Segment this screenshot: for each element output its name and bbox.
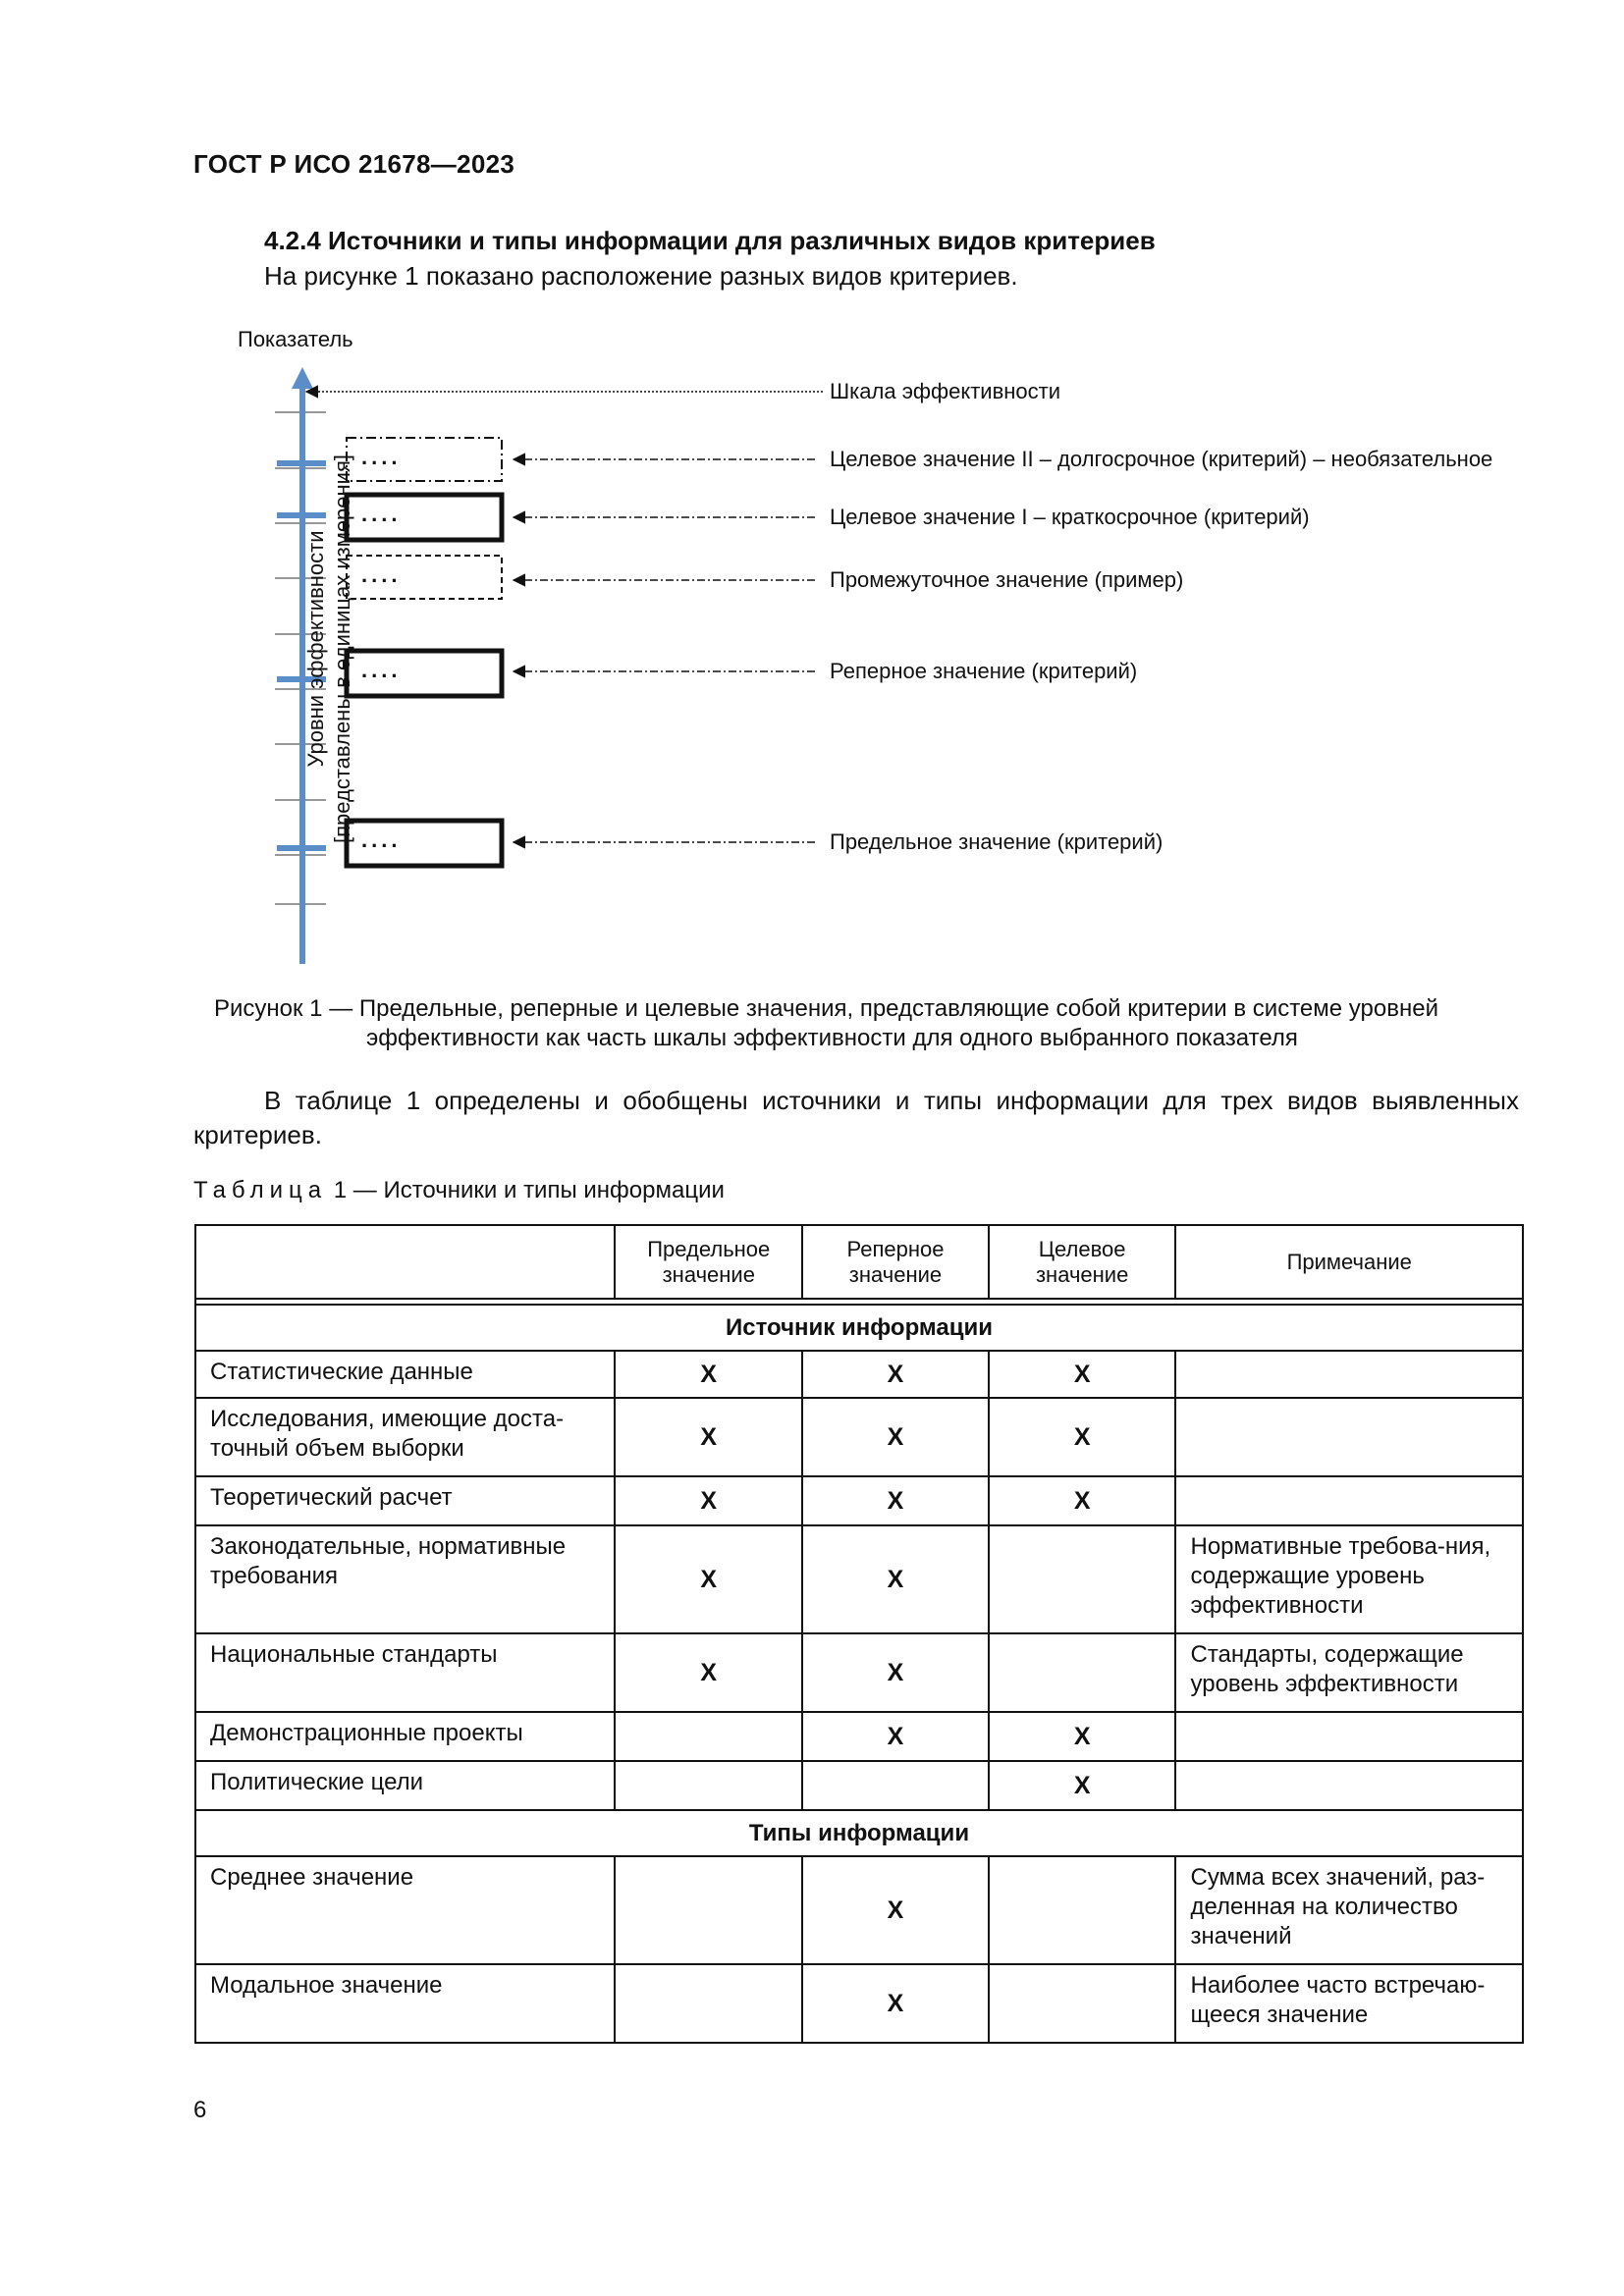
label-benchmark: Реперное значение (критерий): [830, 659, 1138, 683]
cell-note: [1175, 1712, 1523, 1761]
table-caption: Таблица 1 — Источники и типы информации: [193, 1177, 725, 1203]
figure-caption: Рисунок 1 — Предельные, реперные и целевые значения, представляющие собой критерии в системе уровней эффективности как часть шкалы эффективности для одного выбранного показателя: [214, 995, 1438, 1051]
header-target: Целевое значение: [989, 1225, 1176, 1299]
section-row: [195, 1305, 1523, 1351]
row-name: Среднее значение: [195, 1856, 615, 1964]
table-row: [195, 1351, 1523, 1398]
row-name: Исследования, имеющие доста-точный объем выборки: [195, 1398, 615, 1476]
label-target-ii: Целевое значение II – долгосрочное (критерий) – необязательное: [830, 447, 1493, 471]
cell-benchmark: X: [802, 1351, 989, 1398]
cell-note: Наиболее часто встречаю-щееся значение: [1175, 1964, 1523, 2043]
label-performance-scale: Шкала эффективности: [830, 379, 1061, 403]
section-row: [195, 1810, 1523, 1856]
cell-benchmark: [802, 1761, 989, 1810]
cell-benchmark: X: [802, 1476, 989, 1525]
cell-limit: X: [615, 1476, 802, 1525]
table-row: [195, 1712, 1523, 1761]
cell-target: [989, 1856, 1176, 1964]
cell-target: X: [989, 1398, 1176, 1476]
cell-target: X: [989, 1476, 1176, 1525]
header-empty: [195, 1225, 615, 1299]
document-header: ГОСТ Р ИСО 21678—2023: [193, 149, 515, 179]
cell-note: [1175, 1476, 1523, 1525]
cell-note: Стандарты, содержащие уровень эффективности: [1175, 1633, 1523, 1712]
table-row: [195, 1964, 1523, 2043]
row-name: Политические цели: [195, 1761, 615, 1810]
box-dots: ....: [361, 445, 402, 469]
table-row: [195, 1633, 1523, 1712]
cell-limit: [615, 1856, 802, 1964]
sources-table: [194, 1224, 1524, 2044]
cell-note: [1175, 1351, 1523, 1398]
cell-note: [1175, 1761, 1523, 1810]
box-dots: ....: [361, 502, 402, 526]
cell-benchmark: X: [802, 1856, 989, 1964]
table-row: [195, 1525, 1523, 1633]
axis-arrowhead: [292, 367, 313, 389]
cell-target: X: [989, 1712, 1176, 1761]
table-header-row: [195, 1225, 1523, 1299]
label-intermediate: Промежуточное значение (пример): [830, 567, 1184, 592]
section-sources: Источник информации: [195, 1305, 1523, 1351]
cell-limit: X: [615, 1525, 802, 1633]
cell-note: Сумма всех значений, раз-деленная на количество значений: [1175, 1856, 1523, 1964]
cell-limit: X: [615, 1633, 802, 1712]
box-dots: ....: [361, 658, 402, 682]
cell-target: [989, 1964, 1176, 2043]
row-name: Статистические данные: [195, 1351, 615, 1398]
cell-note: [1175, 1398, 1523, 1476]
cell-limit: [615, 1712, 802, 1761]
indicator-label: Показатель: [238, 327, 353, 351]
cell-note: Нормативные требова-ния, содержащие уровень эффективности: [1175, 1525, 1523, 1633]
cell-benchmark: X: [802, 1633, 989, 1712]
cell-limit: X: [615, 1398, 802, 1476]
row-name: Национальные стандарты: [195, 1633, 615, 1712]
table-row: [195, 1761, 1523, 1810]
page-number: 6: [193, 2097, 207, 2123]
section-intro: На рисунке 1 показано расположение разных видов критериев.: [264, 261, 1018, 291]
cell-limit: X: [615, 1351, 802, 1398]
table-row: [195, 1476, 1523, 1525]
section-types: Типы информации: [195, 1810, 1523, 1856]
table-row: [195, 1856, 1523, 1964]
header-limit: Предельное значение: [615, 1225, 802, 1299]
cell-target: [989, 1525, 1176, 1633]
cell-target: X: [989, 1351, 1176, 1398]
row-name: Законодательные, нормативные требования: [195, 1525, 615, 1633]
cell-benchmark: X: [802, 1525, 989, 1633]
section-title: 4.2.4 Источники и типы информации для различных видов критериев: [264, 226, 1156, 255]
box-dots: ....: [361, 828, 402, 852]
cell-benchmark: X: [802, 1964, 989, 2043]
header-note: Примечание: [1175, 1225, 1523, 1299]
header-benchmark: Реперное значение: [802, 1225, 989, 1299]
cell-limit: [615, 1964, 802, 2043]
body-paragraph: В таблице 1 определены и обобщены источники и типы информации для трех видов выявленных критериев.: [193, 1086, 1519, 1149]
label-limit: Предельное значение (критерий): [830, 829, 1164, 854]
cell-limit: [615, 1761, 802, 1810]
table-row: [195, 1398, 1523, 1476]
label-target-i: Целевое значение I – краткосрочное (критерий): [830, 505, 1310, 529]
row-name: Теоретический расчет: [195, 1476, 615, 1525]
figure-diagram: [187, 320, 1542, 968]
cell-benchmark: X: [802, 1712, 989, 1761]
cell-target: X: [989, 1761, 1176, 1810]
box-dots: ....: [361, 562, 402, 587]
cell-benchmark: X: [802, 1398, 989, 1476]
row-name: Модальное значение: [195, 1964, 615, 2043]
figure-1: Показатель Уровни эффективности [представлены в единицах измерения] .... .... .... .... .... Шкала эффективности Целевое значение II – долгосрочное (критерий) – необязательное Целевое значение I – краткосрочное (критерий) Промежуточное значение (пример) Реперное значение (критерий) Предельное значение (критерий): [187, 320, 1542, 968]
row-name: Демонстрационные проекты: [195, 1712, 615, 1761]
cell-target: [989, 1633, 1176, 1712]
